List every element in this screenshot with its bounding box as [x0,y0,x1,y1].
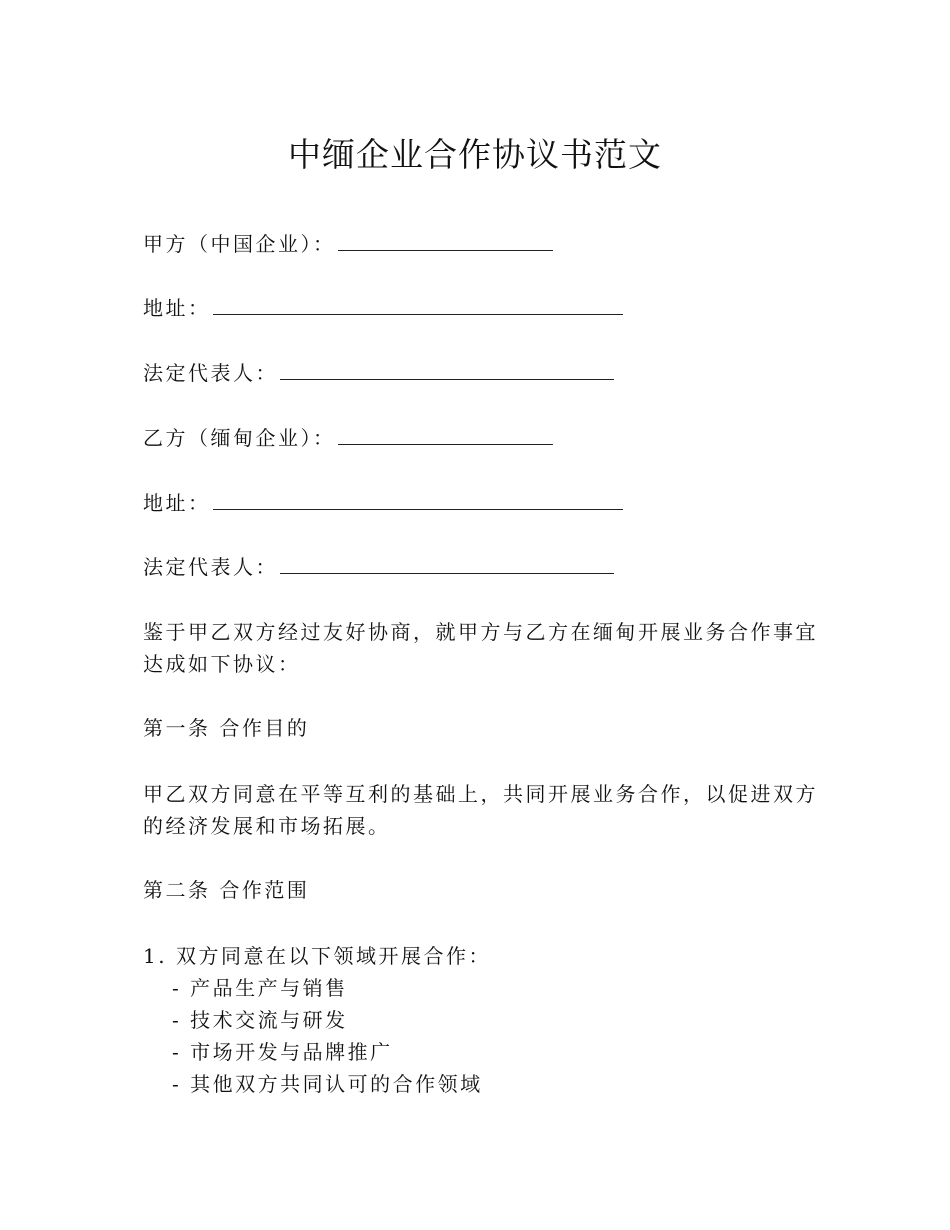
party-b-label: 乙方（缅甸企业）： [143,426,336,450]
party-b-blank-line [338,424,553,445]
preamble-line: 鉴于甲乙双方经过友好协商，就甲方与乙方在缅甸开展业务合作事宜 [143,620,818,644]
party-a-address-label: 地址： [143,296,211,320]
article-2-item-1: 1. 双方同意在以下领域开展合作： [143,944,491,968]
party-a-blank-line [338,230,553,251]
article-1-line: 甲乙双方同意在平等互利的基础上，共同开展业务合作，以促进双方 [143,782,818,806]
party-b-address-label: 地址： [143,491,211,515]
party-a-representative-blank-line [280,359,614,380]
party-b-representative-blank-line [280,553,614,574]
party-b-field [143,422,553,454]
article-2-heading: 第二条 合作范围 [143,878,310,902]
list-item: - 市场开发与品牌推广 [172,1040,393,1064]
article-1-line: 的经济发展和市场拓展。 [143,814,391,838]
page-title: 中缅企业合作协议书范文 [288,135,662,174]
party-a-label: 甲方（中国企业）： [143,232,336,256]
party-b-address-blank-line [213,489,623,510]
preamble-paragraph [143,616,818,680]
preamble-line: 达成如下协议： [143,652,301,676]
list-item: - 其他双方共同认可的合作领域 [172,1072,483,1096]
party-a-representative-field [143,357,614,389]
party-b-representative-field [143,551,614,583]
party-b-address-field [143,487,623,519]
article-1-heading: 第一条 合作目的 [143,716,310,740]
party-a-representative-label: 法定代表人： [143,361,278,385]
list-item: - 技术交流与研发 [172,1008,348,1032]
party-a-field [143,228,553,260]
party-a-address-blank-line [213,294,623,315]
party-a-address-field [143,292,623,324]
party-b-representative-label: 法定代表人： [143,555,278,579]
article-1-body [143,778,818,842]
list-item: - 产品生产与销售 [172,976,348,1000]
